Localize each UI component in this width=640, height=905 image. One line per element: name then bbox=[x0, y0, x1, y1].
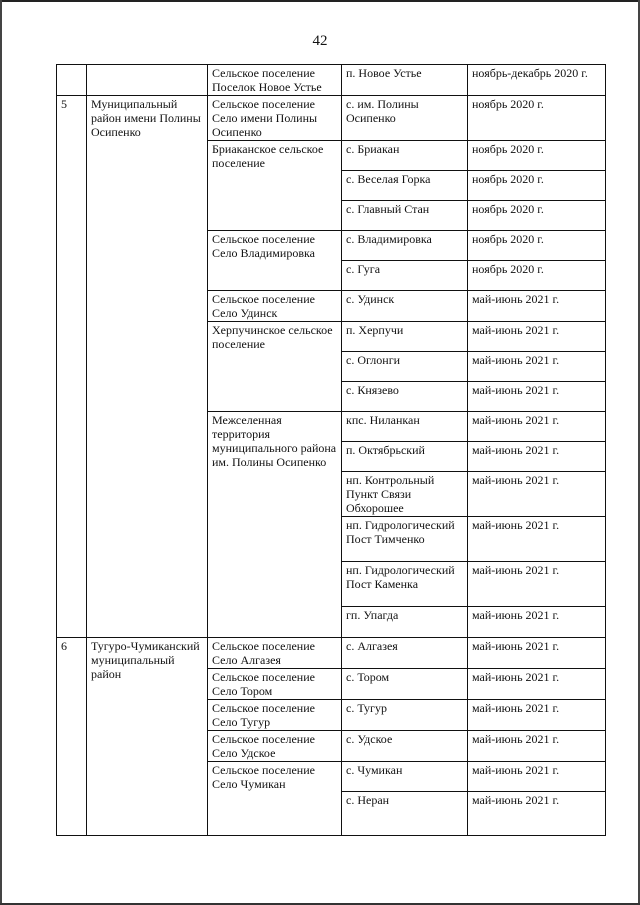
settlement-cell: Сельское поселение Село Тором bbox=[208, 669, 342, 700]
date-cell: май-июнь 2021 г. bbox=[468, 562, 606, 607]
settlement-cell: Сельское поселение Село Чумикан bbox=[208, 762, 342, 836]
locality-cell: нп. Контрольный Пункт Связи Обхорошее bbox=[342, 472, 468, 517]
locality-cell: нп. Гидрологический Пост Тимченко bbox=[342, 517, 468, 562]
locality-cell: с. Веселая Горка bbox=[342, 171, 468, 201]
locality-cell: с. Тугур bbox=[342, 700, 468, 731]
date-cell: май-июнь 2021 г. bbox=[468, 472, 606, 517]
date-cell: май-июнь 2021 г. bbox=[468, 731, 606, 762]
locality-cell: с. Тором bbox=[342, 669, 468, 700]
locality-cell: с. Чумикан bbox=[342, 762, 468, 792]
scan-edge-left bbox=[0, 0, 2, 905]
date-cell: ноябрь 2020 г. bbox=[468, 201, 606, 231]
date-cell: ноябрь 2020 г. bbox=[468, 96, 606, 141]
date-cell: май-июнь 2021 г. bbox=[468, 442, 606, 472]
settlement-cell: Херпучинское сельское поселение bbox=[208, 322, 342, 412]
locality-cell: с. Главный Стан bbox=[342, 201, 468, 231]
date-cell: ноябрь 2020 г. bbox=[468, 171, 606, 201]
row-number: 5 bbox=[57, 96, 87, 638]
locality-cell: с. им. Полины Осипенко bbox=[342, 96, 468, 141]
table-row bbox=[57, 638, 606, 669]
date-cell: май-июнь 2021 г. bbox=[468, 517, 606, 562]
date-cell: ноябрь 2020 г. bbox=[468, 261, 606, 291]
locality-cell: нп. Гидрологический Пост Каменка bbox=[342, 562, 468, 607]
settlement-cell: Сельское поселение Село Удское bbox=[208, 731, 342, 762]
date-cell: май-июнь 2021 г. bbox=[468, 669, 606, 700]
locality-cell: с. Неран bbox=[342, 792, 468, 836]
settlement-cell: Сельское поселение Поселок Новое Устье bbox=[208, 65, 342, 96]
date-cell: май-июнь 2021 г. bbox=[468, 762, 606, 792]
schedule-table bbox=[56, 64, 606, 836]
district-cell bbox=[87, 65, 208, 96]
date-cell: ноябрь 2020 г. bbox=[468, 141, 606, 171]
date-cell: май-июнь 2021 г. bbox=[468, 638, 606, 669]
date-cell: май-июнь 2021 г. bbox=[468, 700, 606, 731]
date-cell: май-июнь 2021 г. bbox=[468, 352, 606, 382]
district-cell: Тугуро-Чумиканский муниципальный район bbox=[87, 638, 208, 836]
locality-cell: кпс. Ниланкан bbox=[342, 412, 468, 442]
locality-cell: с. Алгазея bbox=[342, 638, 468, 669]
locality-cell: с. Князево bbox=[342, 382, 468, 412]
locality-cell: с. Бриакан bbox=[342, 141, 468, 171]
table-row bbox=[57, 96, 606, 141]
settlement-cell: Сельское поселение Село имени Полины Осипенко bbox=[208, 96, 342, 141]
date-cell: май-июнь 2021 г. bbox=[468, 412, 606, 442]
locality-cell: с. Удское bbox=[342, 731, 468, 762]
settlement-cell: Сельское поселение Село Владимировка bbox=[208, 231, 342, 291]
scan-edge-top bbox=[0, 0, 640, 2]
page-number: 42 bbox=[312, 33, 328, 49]
date-cell: май-июнь 2021 г. bbox=[468, 291, 606, 322]
date-cell: ноябрь 2020 г. bbox=[468, 231, 606, 261]
locality-cell: с. Гуга bbox=[342, 261, 468, 291]
settlement-cell: Сельское поселение Село Тугур bbox=[208, 700, 342, 731]
settlement-cell: Сельское поселение Село Алгазея bbox=[208, 638, 342, 669]
row-number: 6 bbox=[57, 638, 87, 836]
settlement-cell: Бриаканское сельское поселение bbox=[208, 141, 342, 231]
district-cell: Муниципальный район имени Полины Осипенко bbox=[87, 96, 208, 638]
date-cell: май-июнь 2021 г. bbox=[468, 382, 606, 412]
locality-cell: п. Херпучи bbox=[342, 322, 468, 352]
table-row bbox=[57, 65, 606, 96]
locality-cell: гп. Упагда bbox=[342, 607, 468, 638]
locality-cell: п. Новое Устье bbox=[342, 65, 468, 96]
locality-cell: с. Владимировка bbox=[342, 231, 468, 261]
date-cell: май-июнь 2021 г. bbox=[468, 607, 606, 638]
locality-cell: с. Оглонги bbox=[342, 352, 468, 382]
locality-cell: п. Октябрьский bbox=[342, 442, 468, 472]
locality-cell: с. Удинск bbox=[342, 291, 468, 322]
settlement-cell: Сельское поселение Село Удинск bbox=[208, 291, 342, 322]
date-cell: ноябрь-декабрь 2020 г. bbox=[468, 65, 606, 96]
row-number bbox=[57, 65, 87, 96]
settlement-cell: Межселенная территория муниципального района им. Полины Осипенко bbox=[208, 412, 342, 638]
date-cell: май-июнь 2021 г. bbox=[468, 322, 606, 352]
date-cell: май-июнь 2021 г. bbox=[468, 792, 606, 836]
